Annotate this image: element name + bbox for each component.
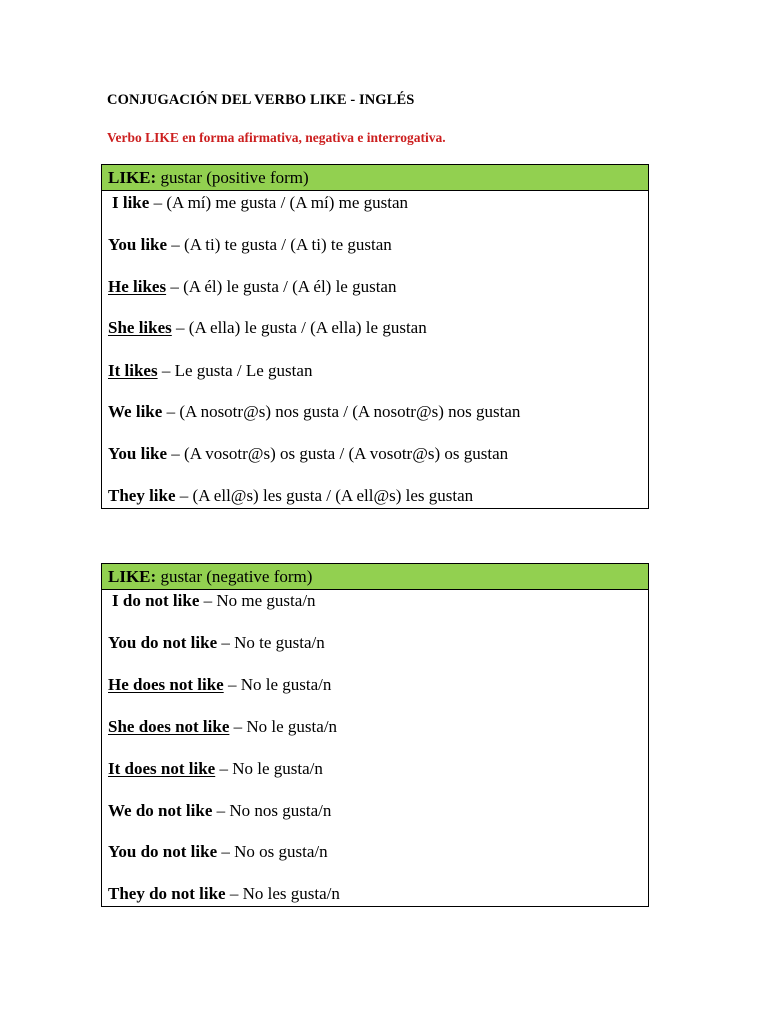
row-subject: It does not like <box>108 759 216 778</box>
table-row <box>108 235 392 255</box>
table-row <box>112 193 408 213</box>
document-title: CONJUGACIÓN DEL VERBO LIKE - INGLÉS <box>107 92 415 108</box>
row-subject: They like <box>108 486 176 505</box>
row-translation: – (A ell@s) les gusta / (A ell@s) les gustan <box>175 486 474 505</box>
row-subject: We like <box>108 402 163 421</box>
row-subject: We do not like <box>108 801 213 820</box>
row-subject: It likes <box>108 361 158 380</box>
table-row <box>108 884 340 904</box>
header-verb: LIKE: <box>108 168 157 187</box>
positive-table-header <box>102 165 648 191</box>
row-translation: – No me gusta/n <box>199 591 316 610</box>
row-subject: I do not like <box>112 591 200 610</box>
row-translation: – (A nosotr@s) nos gusta / (A nosotr@s) nos gustan <box>162 402 521 421</box>
table-row <box>108 318 427 338</box>
table-row <box>108 759 323 779</box>
table-row <box>108 675 331 695</box>
table-row <box>108 402 520 422</box>
row-subject: She likes <box>108 318 172 337</box>
negative-table-body <box>102 590 648 906</box>
document-subtitle: Verbo LIKE en forma afirmativa, negativa e interrogativa. <box>107 130 446 145</box>
table-row <box>108 444 508 464</box>
row-subject: I like <box>112 193 150 212</box>
table-row <box>108 633 325 653</box>
table-row <box>112 591 316 611</box>
row-subject: You do not like <box>108 842 218 861</box>
row-translation: – (A vosotr@s) os gusta / (A vosotr@s) os gustan <box>167 444 509 463</box>
row-translation: – No os gusta/n <box>217 842 328 861</box>
header-meaning: gustar (negative form) <box>156 567 313 586</box>
row-subject: She does not like <box>108 717 230 736</box>
positive-form-table <box>101 164 649 509</box>
positive-table-body <box>102 191 648 508</box>
table-row <box>108 277 396 297</box>
header-meaning: gustar (positive form) <box>156 168 309 187</box>
table-row <box>108 361 312 381</box>
row-translation: – No nos gusta/n <box>212 801 332 820</box>
row-subject: You do not like <box>108 633 218 652</box>
negative-table-header <box>102 564 648 590</box>
table-row <box>108 801 331 821</box>
row-subject: They do not like <box>108 884 226 903</box>
row-translation: – (A ti) te gusta / (A ti) te gustan <box>167 235 392 254</box>
row-translation: – Le gusta / Le gustan <box>157 361 313 380</box>
row-translation: – No le gusta/n <box>215 759 323 778</box>
row-translation: – (A ella) le gusta / (A ella) le gustan <box>171 318 427 337</box>
row-translation: – No les gusta/n <box>225 884 340 903</box>
table-row <box>108 842 328 862</box>
row-subject: You like <box>108 444 168 463</box>
row-subject: He likes <box>108 277 167 296</box>
table-row <box>108 717 337 737</box>
row-translation: – No le gusta/n <box>229 717 338 736</box>
row-subject: He does not like <box>108 675 224 694</box>
negative-form-table <box>101 563 649 907</box>
row-translation: – (A mí) me gusta / (A mí) me gustan <box>149 193 409 212</box>
table-row <box>108 486 473 506</box>
header-verb: LIKE: <box>108 567 157 586</box>
row-translation: – No te gusta/n <box>217 633 325 652</box>
row-subject: You like <box>108 235 168 254</box>
row-translation: – (A él) le gusta / (A él) le gustan <box>166 277 397 296</box>
row-translation: – No le gusta/n <box>223 675 332 694</box>
